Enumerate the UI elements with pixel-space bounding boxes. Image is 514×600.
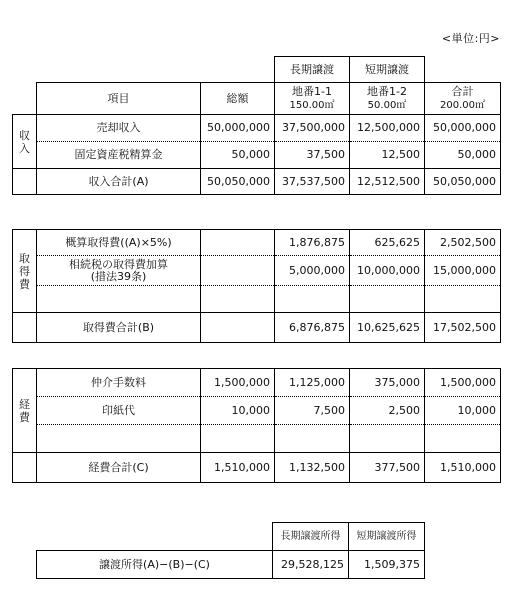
lot1-area: 150.00㎡ xyxy=(289,100,335,111)
acquisition-section-label: 取 得 費 xyxy=(13,230,37,313)
income-row-sum: 50,000,000 xyxy=(425,115,501,142)
expenses-row-label xyxy=(37,425,201,453)
expenses-row-label: 仲介手数料 xyxy=(37,369,201,397)
summary-short-value: 1,509,375 xyxy=(349,551,425,579)
income-row-long: 37,500,000 xyxy=(275,115,350,142)
expenses-subtotal-short: 377,500 xyxy=(350,453,425,483)
summary-long-value: 29,528,125 xyxy=(273,551,349,579)
summary-long-header: 長期譲渡所得 xyxy=(273,523,349,551)
acquisition-row-sum: 15,000,000 xyxy=(425,256,501,286)
sum-name: 合計 xyxy=(451,85,474,98)
expenses-row-total: 10,000 xyxy=(201,397,275,425)
acquisition-row-total xyxy=(201,256,275,286)
expenses-row-long: 7,500 xyxy=(275,397,350,425)
income-row-total: 50,000,000 xyxy=(201,115,275,142)
expenses-row-sum xyxy=(425,425,501,453)
income-subtotal-total: 50,050,000 xyxy=(201,169,275,195)
income-summary-table xyxy=(36,522,425,579)
expenses-row-sum: 1,500,000 xyxy=(425,369,501,397)
income-row-label: 売却収入 xyxy=(37,115,201,142)
header-lot1 xyxy=(275,83,350,115)
expenses-table xyxy=(12,368,501,483)
summary-short-header: 短期譲渡所得 xyxy=(349,523,425,551)
header-item: 項目 xyxy=(37,83,201,115)
acquisition-row-sum xyxy=(425,286,501,313)
acquisition-row-short xyxy=(350,286,425,313)
expenses-row-short: 2,500 xyxy=(350,397,425,425)
lot1-name: 地番1-1 xyxy=(292,85,332,98)
acquisition-subtotal-label: 取得費合計(B) xyxy=(37,313,201,343)
expenses-subtotal-label: 経費合計(C) xyxy=(37,453,201,483)
income-subtotal-long: 37,537,500 xyxy=(275,169,350,195)
lot2-name: 地番1-2 xyxy=(367,85,407,98)
income-row-long: 37,500 xyxy=(275,142,350,169)
acquisition-table xyxy=(12,229,501,343)
header-lot2 xyxy=(350,83,425,115)
income-row-short: 12,500,000 xyxy=(350,115,425,142)
income-subtotal-label: 収入合計(A) xyxy=(37,169,201,195)
expenses-subtotal-total: 1,510,000 xyxy=(201,453,275,483)
acquisition-subtotal-total xyxy=(201,313,275,343)
expenses-row-total xyxy=(201,425,275,453)
unit-label: <単位:円> xyxy=(441,32,500,45)
income-row-sum: 50,000 xyxy=(425,142,501,169)
acquisition-row-long: 1,876,875 xyxy=(275,230,350,256)
income-table xyxy=(12,56,501,195)
acquisition-row-label xyxy=(37,286,201,313)
expenses-row-long: 1,125,000 xyxy=(275,369,350,397)
acquisition-row-total xyxy=(201,286,275,313)
header-sum xyxy=(425,83,501,115)
acquisition-subtotal-long: 6,876,875 xyxy=(275,313,350,343)
acquisition-row-label: 概算取得費((A)×5%) xyxy=(37,230,201,256)
expenses-row-label: 印紙代 xyxy=(37,397,201,425)
expenses-row-long xyxy=(275,425,350,453)
expenses-row-total: 1,500,000 xyxy=(201,369,275,397)
expenses-section-label: 経 費 xyxy=(13,369,37,453)
expenses-subtotal-long: 1,132,500 xyxy=(275,453,350,483)
lot2-area: 50.00㎡ xyxy=(367,100,407,111)
income-section-label: 収 入 xyxy=(13,115,37,169)
header-long-term: 長期譲渡 xyxy=(275,57,350,83)
acquisition-row-short: 10,000,000 xyxy=(350,256,425,286)
income-row-label: 固定資産税精算金 xyxy=(37,142,201,169)
header-short-term: 短期譲渡 xyxy=(350,57,425,83)
expenses-row-sum: 10,000 xyxy=(425,397,501,425)
income-subtotal-sum: 50,050,000 xyxy=(425,169,501,195)
acquisition-row-label: 相続税の取得費加算 (措法39条) xyxy=(37,256,201,286)
income-row-short: 12,500 xyxy=(350,142,425,169)
acquisition-row-long: 5,000,000 xyxy=(275,256,350,286)
acquisition-row-long xyxy=(275,286,350,313)
acquisition-row-total xyxy=(201,230,275,256)
expenses-row-short: 375,000 xyxy=(350,369,425,397)
income-row-total: 50,000 xyxy=(201,142,275,169)
summary-label: 譲渡所得(A)−(B)−(C) xyxy=(37,551,273,579)
acquisition-subtotal-short: 10,625,625 xyxy=(350,313,425,343)
expenses-subtotal-sum: 1,510,000 xyxy=(425,453,501,483)
acquisition-subtotal-sum: 17,502,500 xyxy=(425,313,501,343)
header-total-amount: 総額 xyxy=(201,83,275,115)
expenses-row-short xyxy=(350,425,425,453)
acquisition-row-short: 625,625 xyxy=(350,230,425,256)
income-subtotal-short: 12,512,500 xyxy=(350,169,425,195)
sum-area: 200.00㎡ xyxy=(440,100,485,111)
acquisition-row-sum: 2,502,500 xyxy=(425,230,501,256)
